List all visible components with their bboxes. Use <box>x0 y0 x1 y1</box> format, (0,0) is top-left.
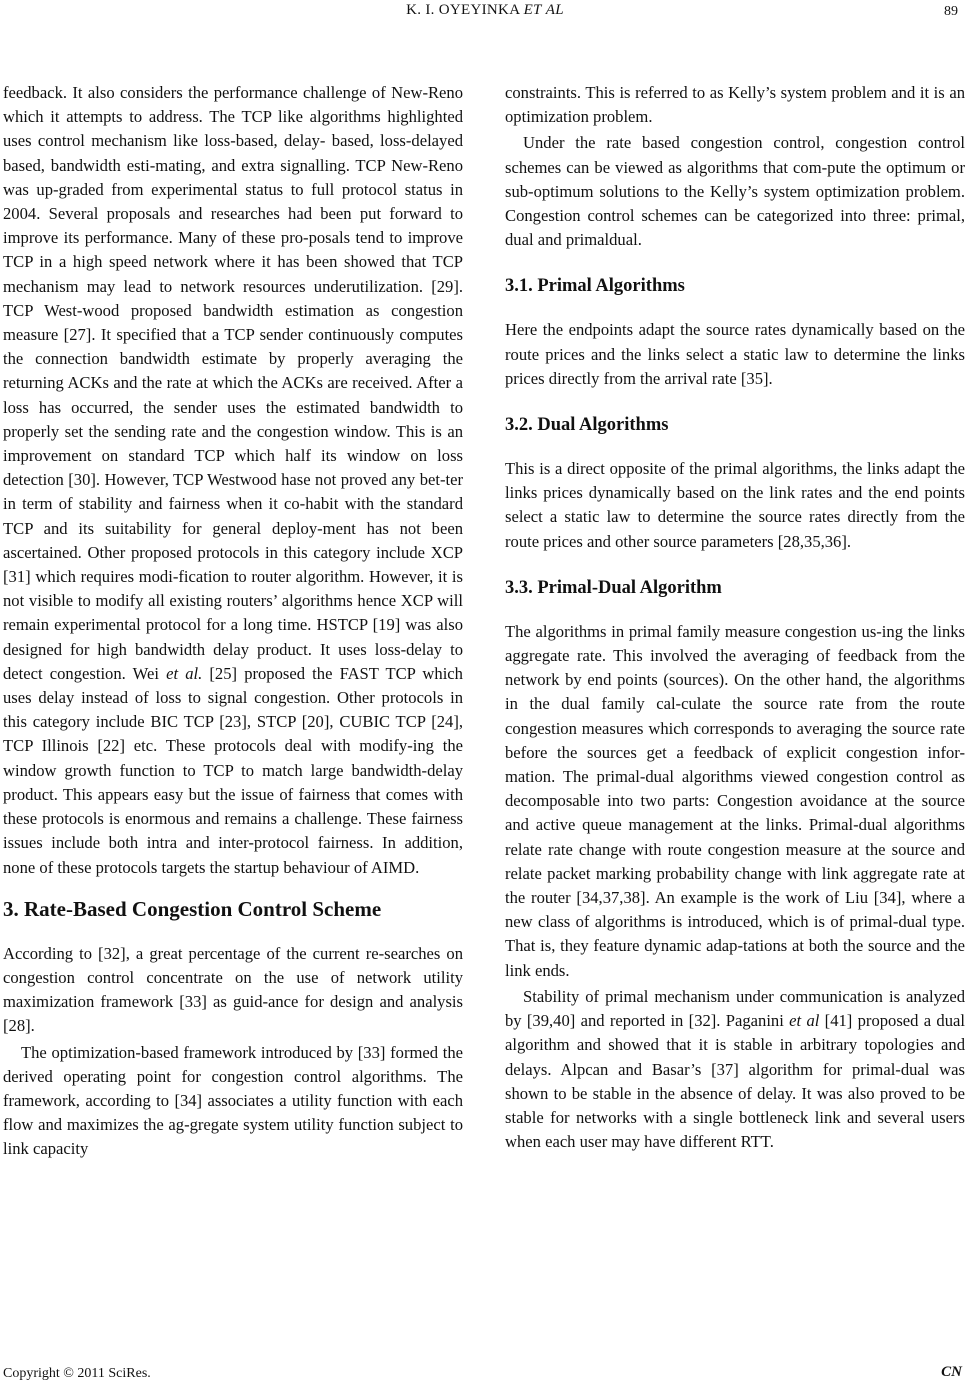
paragraph: Here the endpoints adapt the source rates dynamically based on the route prices and the links select a static law to determine the links prices directly from the arrival rate [35]. <box>505 320 965 388</box>
running-header <box>0 2 970 19</box>
paragraph: Under the rate based congestion control, congestion control schemes can be viewed as algorithms that com-pute the optimum or sub-optimum solutions to the Kelly’s system optimization problem. Congestion control schemes can be categorized into three: primal, dual and primaldual. <box>505 133 965 250</box>
paragraph-text: Stability of primal mechanism under communication is analyzed by [39,40] and reported in [32]. Paganini <box>505 986 965 1031</box>
paragraph-text: [25] proposed the FAST TCP which uses delay instead of loss to signal congestion. Other protocols in this category include BIC TCP [23], STCP [20], CUBIC TCP [24], TCP Illinois [22] etc. These protocols deal with modify-ing the window growth function to TCP to match large bandwidth-delay product. This appears easy but the issue of fairness that comes with these protocols is enormous and remains a challenge. These fairness issues include both intra and inter-protocol fairness. In addition, none of these protocols targets the startup behaviour of AIMD. <box>3 663 463 877</box>
section-3-1-heading: 3.1. Primal Algorithms <box>505 276 685 297</box>
paragraph <box>3 81 463 880</box>
left-column <box>3 81 463 1162</box>
paragraph-text: feedback. It also considers the performance challenge of New-Reno which it attempts to address. The TCP like algorithms highlighted uses control mechanism like loss-based, delay- based, loss-delayed based, bandwidth esti-mating, and extra signalling. TCP New-Reno was up-graded from experimental status to full protocol status in 2004. Several proposals and researches had been put forward to improve its performance. Many of these pro-posals tend to improve TCP in a high speed network where it has been showed that TCP mechanism may lead to network resources underutilization. [29]. TCP West-wood proposed bandwidth estimation as congestion measure [27]. It specified that a TCP sender continuously computes the connection bandwidth estimate by properly averaging the returning ACKs and the rate at which the ACKs are received. After a loss has occurred, the sender uses the estimated bandwidth to properly set the sending rate and the congestion window. This is an improvement on standard TCP which half its window on loss detection [30]. However, TCP Westwood hase not proved any bet-ter in term of stability and fairness when it co-habit with the standard TCP and its suitability for general deploy-ment has not been ascertained. Other proposed protocols in this category include XCP [31] which requires modi-fication to router algorithm. However, it is not visible to modify all existing routers’ algorithms hence XCP will remain experimental protocol for a long time. HSTCP [19] was also designed for high bandwidth delay product. It uses loss-delay to detect congestion. Wei <box>3 83 463 683</box>
footer-copyright: Copyright © 2011 SciRes. <box>3 1366 151 1381</box>
paragraph: According to [32], a great percentage of the current re-searches on congestion control concentrate on the use of network utility maximization framework [33] as guid-ance for design and analysis [28]. <box>3 943 463 1036</box>
footer-journal: CN <box>941 1364 962 1380</box>
paragraph: constraints. This is referred to as Kelly’s system problem and it is an optimization problem. <box>505 83 965 127</box>
section-3-3-heading: 3.3. Primal-Dual Algorithm <box>505 577 722 598</box>
et-al-text: et al. <box>166 663 203 683</box>
right-column <box>505 81 965 1154</box>
header-author: K. I. OYEYINKA <box>406 2 520 18</box>
section-3-heading: 3. Rate-Based Congestion Control Scheme <box>3 896 382 921</box>
paragraph: The algorithms in primal family measure congestion us-ing the links aggregate rate. This involved the averaging of feedback from the network by end points (sources). On the other hand, the algorithms in the dual family cal-culate the source rate from the route congestion measures which corresponds to averaging the source rate before the sources get a feedback of explicit congestion infor-mation. The primal-dual algorithms viewed congestion control as decomposable into two parts: Congestion avoidance at the source and active queue management at the links. Primal-dual algorithms relate rate change with route congestion measure at the source and relate packet marking probability change with link aggregate rate at the router [34,37,38]. An example is the work of Liu [34], where a new class of algorithms is introduced, which is of primal-dual type. That is, they feature dynamic adap-tations at both the source and the link ends. <box>505 621 965 980</box>
section-3-2-heading: 3.2. Dual Algorithms <box>505 415 669 436</box>
paragraph <box>505 985 965 1154</box>
paragraph-text: [41] proposed a dual algorithm and showed that it is stable in arbitrary topologies and delays. Alpcan and Basar’s [37] algorithm for primal-dual was shown to be stable in the absence of delay. It was also proved to be stable for networks with a single bottleneck link and several users when each user may have different RTT. <box>505 1011 966 1152</box>
header-et: ET <box>523 2 542 18</box>
et-al-text: et al <box>789 1011 820 1031</box>
page-number: 89 <box>944 4 958 19</box>
paragraph: This is a direct opposite of the primal algorithms, the links adapt the links prices dynamically based on the link rates and the end points select a static law to determine the source rates directly from the route prices and other source parameters [28,35,36]. <box>505 459 965 551</box>
header-al: AL <box>545 2 564 18</box>
paragraph: The optimization-based framework introduced by [33] formed the derived operating point for congestion control algorithms. The framework, according to [34] associates a utility function with each flow and maximizes the ag-gregate system utility function subject to link capacity <box>3 1042 463 1159</box>
